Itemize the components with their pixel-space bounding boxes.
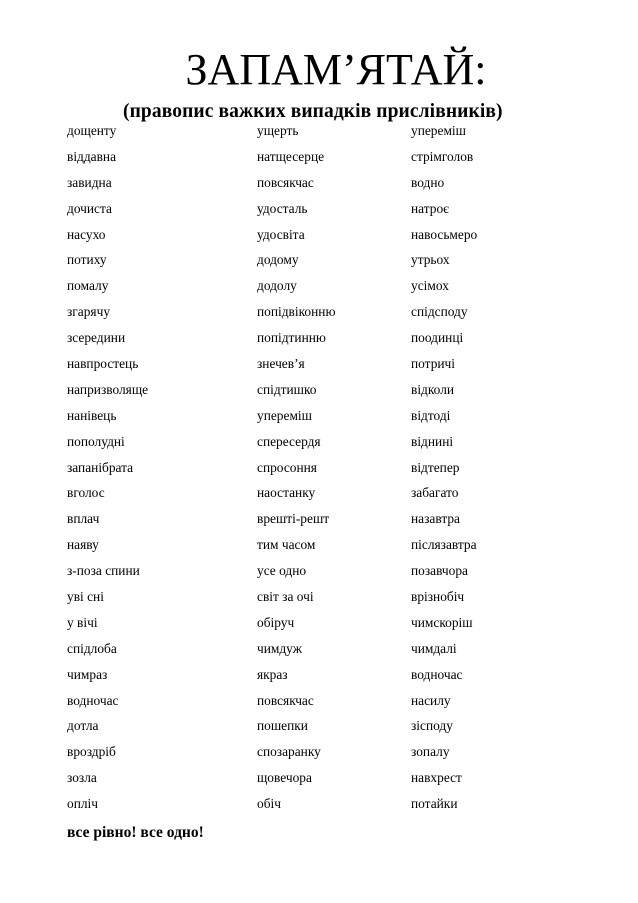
word-row [67, 299, 607, 325]
word-row [67, 688, 607, 714]
word-row [67, 739, 607, 765]
word-row [67, 247, 607, 273]
word-cell-col-3: навхрест [411, 770, 462, 786]
word-cell-col-2: попідтинню [257, 330, 326, 346]
word-cell-col-1: спідлоба [67, 640, 117, 656]
word-row [67, 429, 607, 455]
word-row [67, 222, 607, 248]
word-cell-col-2: усе одно [257, 563, 307, 579]
page-title: ЗАПАМ’ЯТАЙ: [185, 45, 487, 94]
word-cell-col-1: вголос [67, 485, 105, 501]
word-cell-col-1: згарячу [67, 304, 111, 320]
word-cell-col-1: віддавна [67, 148, 117, 164]
word-table [67, 118, 607, 817]
word-cell-col-3: забагато [411, 485, 459, 501]
word-cell-col-2: пошепки [257, 718, 308, 734]
word-row [67, 558, 607, 584]
word-cell-col-2: наостанку [257, 485, 316, 501]
word-cell-col-2: щовечора [257, 770, 312, 786]
word-row [67, 170, 607, 196]
word-cell-col-3: упереміш [411, 122, 466, 138]
word-cell-col-2: додолу [257, 278, 297, 294]
word-cell-col-2: спідтишко [257, 381, 317, 397]
word-cell-col-1: вроздріб [67, 744, 116, 760]
word-cell-col-2: чимдуж [257, 640, 302, 656]
word-cell-col-1: нанівець [67, 407, 117, 423]
word-row [67, 584, 607, 610]
word-cell-col-1: дочиста [67, 200, 112, 216]
word-cell-col-3: стрімголов [411, 148, 474, 164]
word-cell-col-1: наяву [67, 537, 99, 553]
word-cell-col-3: потричі [411, 355, 456, 371]
word-row [67, 480, 607, 506]
word-row [67, 325, 607, 351]
word-cell-col-1: у вічі [67, 614, 98, 630]
word-row [67, 610, 607, 636]
word-cell-col-1: водночас [67, 692, 119, 708]
word-cell-col-3: навосьмеро [411, 226, 478, 242]
word-cell-col-3: післязавтра [411, 537, 477, 553]
word-row [67, 144, 607, 170]
word-cell-col-1: дотла [67, 718, 99, 734]
word-cell-col-2: знечев’я [257, 355, 305, 371]
footer-note: все рівно! все одно! [67, 824, 204, 841]
word-row [67, 662, 607, 688]
word-row [67, 403, 607, 429]
word-row [67, 532, 607, 558]
word-cell-col-1: дощенту [67, 122, 117, 138]
word-cell-col-3: насилу [411, 692, 451, 708]
word-cell-col-1: вплач [67, 511, 100, 527]
word-cell-col-1: опліч [67, 796, 98, 812]
word-cell-col-2: обіруч [257, 614, 295, 630]
word-cell-col-1: насухо [67, 226, 106, 242]
word-row [67, 791, 607, 817]
word-row [67, 351, 607, 377]
word-cell-col-2: спересердя [257, 433, 321, 449]
word-cell-col-2: спозаранку [257, 744, 321, 760]
word-cell-col-1: потиху [67, 252, 107, 268]
word-cell-col-1: зозла [67, 770, 97, 786]
word-cell-col-1: запанібрата [67, 459, 134, 475]
word-cell-col-3: усімох [411, 278, 449, 294]
word-cell-col-3: чимскоріш [411, 614, 473, 630]
word-cell-col-2: натщесерце [257, 148, 325, 164]
word-cell-col-3: водно [411, 174, 445, 190]
word-cell-col-3: позавчора [411, 563, 468, 579]
word-cell-col-3: відколи [411, 381, 455, 397]
word-cell-col-3: зісподу [411, 718, 453, 734]
word-cell-col-1: зсередини [67, 330, 126, 346]
word-cell-col-3: відтоді [411, 407, 451, 423]
word-cell-col-2: повсякчас [257, 692, 314, 708]
word-cell-col-2: попідвіконню [257, 304, 336, 320]
word-cell-col-1: пополудні [67, 433, 125, 449]
word-cell-col-3: утрьох [411, 252, 450, 268]
word-cell-col-3: потайки [411, 796, 458, 812]
word-cell-col-2: спросоння [257, 459, 317, 475]
word-cell-col-2: повсякчас [257, 174, 314, 190]
word-cell-col-2: упереміш [257, 407, 312, 423]
word-row [67, 118, 607, 144]
word-cell-col-2: якраз [257, 666, 288, 682]
word-row [67, 765, 607, 791]
word-cell-col-3: чимдалі [411, 640, 457, 656]
word-cell-col-3: водночас [411, 666, 463, 682]
word-cell-col-3: натроє [411, 200, 449, 216]
word-row [67, 506, 607, 532]
page-subtitle: (правопис важких випадків прислівників) [123, 101, 503, 122]
word-cell-col-1: уві сні [67, 588, 104, 604]
word-row [67, 273, 607, 299]
word-cell-col-3: зопалу [411, 744, 450, 760]
word-cell-col-2: удосвіта [257, 226, 305, 242]
word-cell-col-2: обіч [257, 796, 281, 812]
word-cell-col-2: світ за очі [257, 588, 314, 604]
word-row [67, 636, 607, 662]
word-cell-col-3: врізнобіч [411, 588, 465, 604]
word-cell-col-3: спідсподу [411, 304, 468, 320]
word-cell-col-2: тим часом [257, 537, 316, 553]
word-cell-col-2: врешті-решт [257, 511, 330, 527]
word-cell-col-1: завидна [67, 174, 112, 190]
word-cell-col-2: удосталь [257, 200, 308, 216]
word-cell-col-3: назавтра [411, 511, 460, 527]
word-cell-col-2: додому [257, 252, 299, 268]
word-row [67, 455, 607, 481]
word-row [67, 713, 607, 739]
word-cell-col-3: відтепер [411, 459, 460, 475]
word-row [67, 377, 607, 403]
word-row [67, 196, 607, 222]
word-cell-col-1: напризволяще [67, 381, 149, 397]
word-cell-col-3: поодинці [411, 330, 464, 346]
word-cell-col-1: з-поза спини [67, 563, 140, 579]
word-cell-col-2: ущерть [257, 122, 299, 138]
word-cell-col-1: помалу [67, 278, 109, 294]
word-cell-col-1: чимраз [67, 666, 108, 682]
word-cell-col-3: віднині [411, 433, 454, 449]
word-cell-col-1: навпростець [67, 355, 139, 371]
